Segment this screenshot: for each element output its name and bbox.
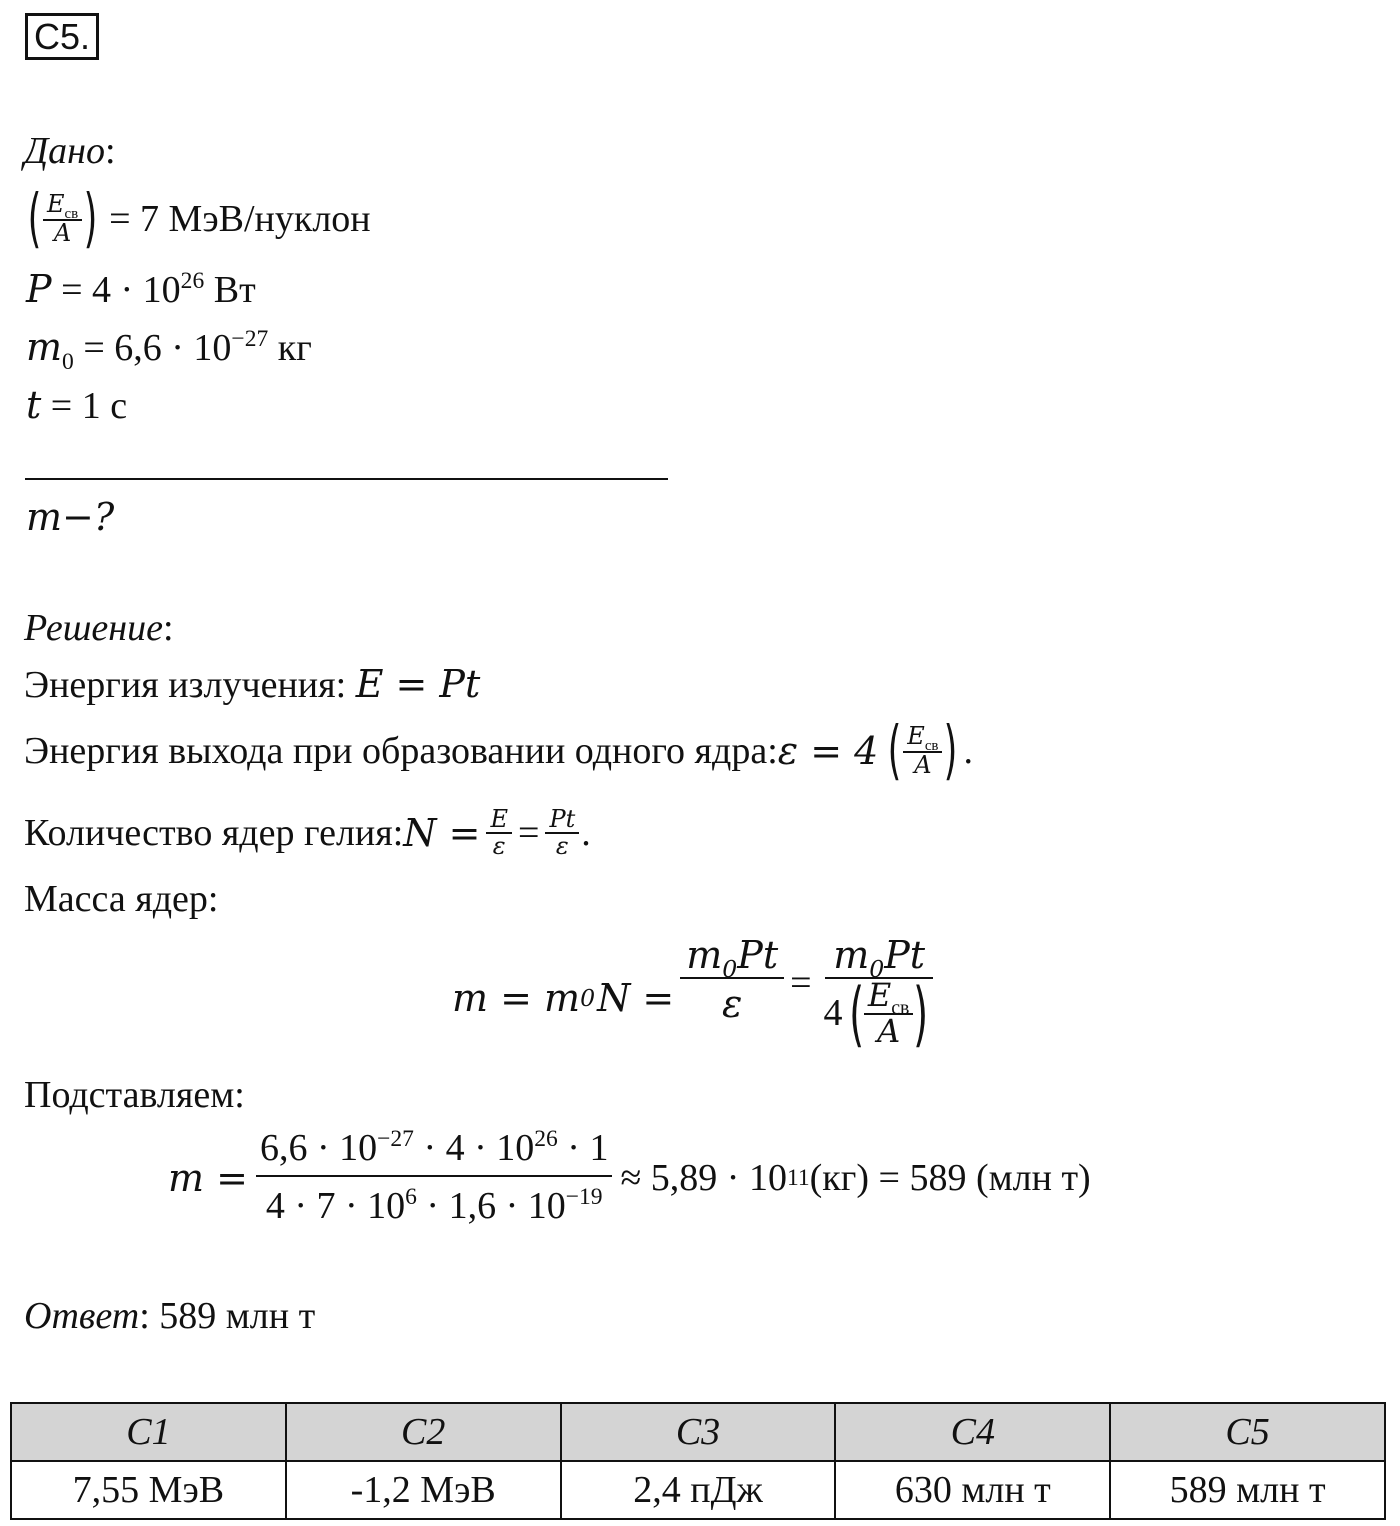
answers-table-cell: -1,2 МэВ bbox=[286, 1461, 561, 1519]
given-power: $P = 4 \cdot 10^{26}$ Вт bbox=[26, 267, 256, 311]
given-heading: Дано: bbox=[24, 130, 116, 172]
solution-line-mass-label: Масса ядер: bbox=[24, 878, 219, 920]
solution-heading: Решение: bbox=[24, 607, 174, 649]
answers-table-header: C5 bbox=[1110, 1403, 1385, 1461]
given-binding-energy: ( $\frac{E_{св}}{A}$ ) = 7 МэВ/нуклон bbox=[27, 182, 371, 256]
given-mass0: $m_0 = 6,6 \cdot 10^{-27}$ кг bbox=[26, 325, 312, 375]
divider-line bbox=[25, 478, 668, 480]
answers-table-cell: 7,55 МэВ bbox=[11, 1461, 286, 1519]
answers-table-row bbox=[11, 1461, 1385, 1519]
given-time: t = 1 с bbox=[26, 383, 128, 427]
answers-table-cell: 589 млн т bbox=[1110, 1461, 1385, 1519]
find-unknown: m−? bbox=[26, 495, 115, 539]
solution-line-substitute: Подставляем: bbox=[24, 1074, 245, 1116]
answers-table-cell: 630 млн т bbox=[835, 1461, 1110, 1519]
answers-table-header-row bbox=[11, 1403, 1385, 1461]
problem-label: C5. bbox=[25, 13, 99, 60]
solution-line-energy: Энергия излучения: E = Pt bbox=[24, 662, 481, 706]
answer-line: Ответ: 589 млн т bbox=[24, 1295, 316, 1337]
substitution-formula: m = $\frac{6,6 \cdot 10^{-27} \cdot 4 \cdot 10^{26} \cdot 1}{4 \cdot 7 \cdot 10^6 \cdot 1,6 \cdot 10^{-19}}$ ≈ 5,89 · 10 $^{11}$ (кг) = 589 (млн т) bbox=[168, 1125, 1091, 1227]
solution-line-count: Количество ядер гелия: N = $\frac{E}{\varepsilon}$ = $\frac{Pt}{\varepsilon}$ . bbox=[24, 804, 591, 860]
mass-formula: m = m 0 N = $\frac{m_0Pt}{\varepsilon}$ = $m_0Pt$ 4 ( $\frac{E_{св}}{A}$ ) bbox=[452, 928, 939, 1068]
answers-table bbox=[10, 1402, 1386, 1520]
answers-table-header: C2 bbox=[286, 1403, 561, 1461]
answers-table-header: C3 bbox=[561, 1403, 836, 1461]
answers-table-header: C1 bbox=[11, 1403, 286, 1461]
answers-table-cell: 2,4 пДж bbox=[561, 1461, 836, 1519]
solution-line-yield: Энергия выхода при образовании одного ядра: ε = 4 ( $\frac{E_{св}}{A}$ ) . bbox=[24, 714, 973, 788]
answers-table-header: C4 bbox=[835, 1403, 1110, 1461]
